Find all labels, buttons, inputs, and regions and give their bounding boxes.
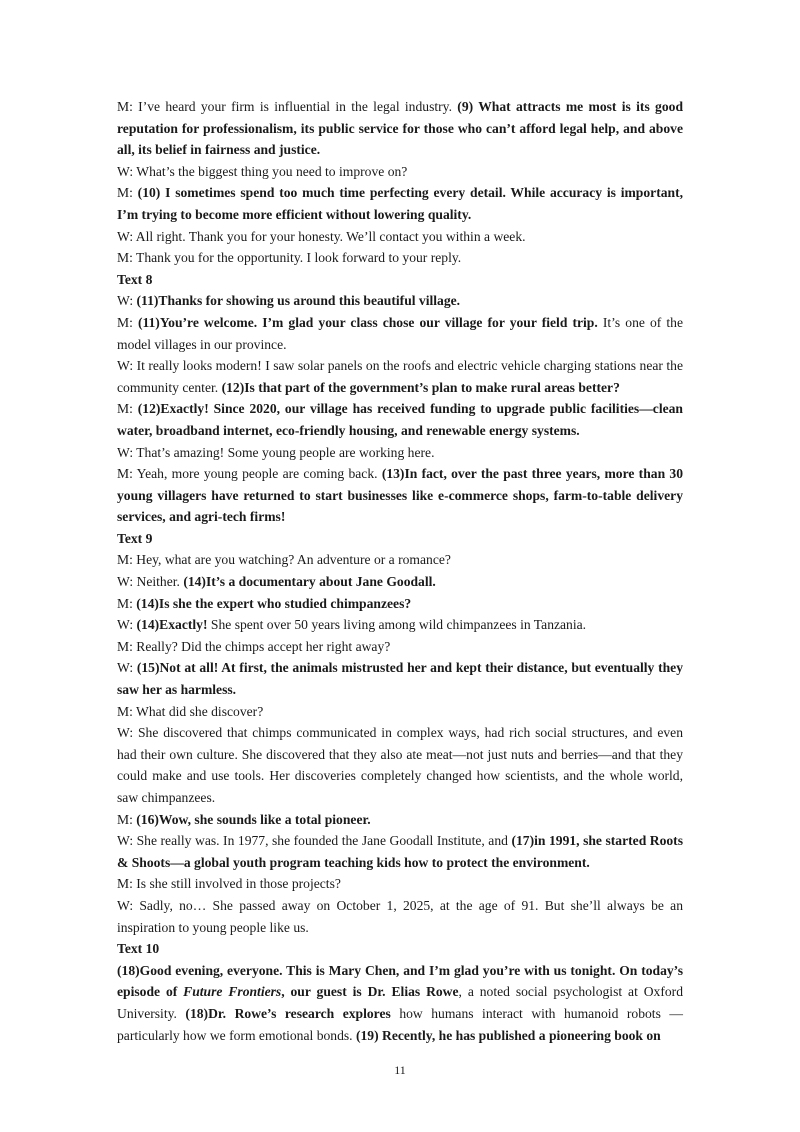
para-w-not-at-all [117,657,683,700]
para-m-involved [117,873,683,895]
para-m-young-people [117,463,683,528]
heading-text-9 [117,528,683,550]
bold-segment: (11)You’re welcome. I’m glad your class chose our village for your field trip. [137,314,598,330]
transcript-body [117,96,683,1046]
para-w-village [117,290,683,312]
bold-segment: (18)Dr. Rowe’s research explores [185,1005,391,1021]
bold-segment: (19) Recently, he has published a pioneering book on [355,1027,661,1043]
text-segment: W: She discovered that chimps communicated in complex ways, had rich social structures, and even had their own culture. She discovered that they also ate meat—not just nuts and berries—and that they could make and use tools. Her discoveries completely changed how scientists, and the whole world, saw chimpanzees. [117,725,683,805]
text-segment: M: Really? Did the chimps accept her right away? [117,638,391,654]
para-w-sadly [117,895,683,938]
text-segment: M: Hey, what are you watching? An adventure or a romance? [117,552,451,568]
text-segment: W: All right. Thank you for your honesty. We’ll contact you within a week. [117,228,526,244]
para-w-neither [117,571,683,593]
text-segment: M: Yeah, more young people are coming back. [117,466,382,482]
text-segment: M: [117,314,138,330]
bold-segment: (12)Is that part of the government’s plan to make rural areas better? [221,379,620,395]
text-segment: M: [117,185,138,201]
para-m-reputation [117,96,683,161]
text-segment: how humans interact with humanoid robots — particularly how we form emotional bonds. [117,1005,683,1043]
bold-segment: (14)Is she the expert who studied chimpanzees? [136,595,412,611]
bold-segment: (14)Exactly! [136,617,208,633]
text-segment: M: [117,401,138,417]
bold-segment: (9) What attracts me most is its good reputation for professionalism, its public service for those who can’t afford legal help, and above all, its belief in fairness and justice. [117,99,683,158]
text-segment: M: [117,811,137,827]
heading-text-8 [117,269,683,291]
bold-segment: Text 8 [117,271,153,287]
para-w-amazing [117,442,683,464]
bold-segment: (14)It’s a documentary about Jane Goodall. [183,574,436,590]
para-m-accept [117,636,683,658]
text-segment: M: What did she discover? [117,703,264,719]
text-segment: W: [117,293,137,309]
para-host-intro [117,960,683,1046]
text-segment: It’s one of the model villages in our province. [117,314,683,352]
text-segment: W: Neither. [117,574,184,590]
bold-segment: (13)In fact, over the past three years, more than 30 young villagers have returned to start businesses like e-commerce shops, farm-to-table delivery services, and agri-tech firms! [117,466,683,525]
para-m-opportunity [117,247,683,269]
bold-segment: (18)Good evening, everyone. This is Mary Chen, and I’m glad you’re with us tonight. On today’s episode of [117,962,683,1000]
para-w-discovered [117,722,683,808]
bold-segment: (15)Not at all! At first, the animals mistrusted her and kept their distance, but eventually they saw her as harmless. [117,660,683,698]
para-w-institute [117,830,683,873]
text-segment: W: It really looks modern! I saw solar panels on the roofs and electric vehicle charging stations near the community center. [117,358,683,395]
text-segment: W: She really was. In 1977, she founded the Jane Goodall Institute, and [117,833,512,849]
bold-segment: , our guest is Dr. Elias Rowe [281,984,459,1000]
text-segment: W: Sadly, no… She passed away on October 1, 2025, at the age of 91. But she’ll always be an inspiration to young people like us. [117,897,683,935]
para-m-welcome [117,312,683,355]
bold-segment: (11)Thanks for showing us around this beautiful village. [136,293,461,309]
para-m-pioneer [117,809,683,831]
para-m-watching [117,549,683,571]
text-segment: W: What’s the biggest thing you need to improve on? [117,163,408,179]
bold-segment: Text 9 [117,530,153,546]
bold-segment: (10) I sometimes spend too much time perfecting every detail. While accuracy is important, I’m trying to become more efficient without lowering quality. [117,185,684,222]
text-segment: W: [117,660,137,676]
text-segment: W: That’s amazing! Some young people are working here. [117,444,435,460]
bold-segment: (12)Exactly! Since 2020, our village has received funding to upgrade public facilities—clean water, broadband internet, eco-friendly housing, and renewable energy systems. [117,401,683,438]
para-w-honesty [117,226,683,248]
para-w-exactly-50 [117,614,683,636]
text-segment: , a noted social psychologist at Oxford University. [117,984,683,1021]
text-segment: W: [117,617,137,633]
para-m-exactly-2020 [117,398,683,441]
para-m-expert [117,593,683,615]
program-title: Future Frontiers [183,984,282,1000]
para-w-modern [117,355,683,398]
para-m-discover [117,701,683,723]
text-segment: M: I’ve heard your firm is influential in the legal industry. [117,99,458,114]
text-segment: M: Is she still involved in those projects? [117,876,341,892]
para-m-perfecting [117,182,683,225]
para-w-improve [117,161,683,183]
bold-segment: (17)in 1991, she started Roots & Shoots—a global youth program teaching kids how to protect the environment. [117,833,684,870]
text-segment: M: Thank you for the opportunity. I look forward to your reply. [117,250,462,266]
text-segment: She spent over 50 years living among wild chimpanzees in Tanzania. [207,617,587,633]
page-number: 11 [394,1063,406,1077]
text-segment: M: [117,595,137,611]
heading-text-10 [117,938,683,960]
bold-segment: Text 10 [117,941,160,957]
bold-segment: (16)Wow, she sounds like a total pioneer. [136,811,371,827]
